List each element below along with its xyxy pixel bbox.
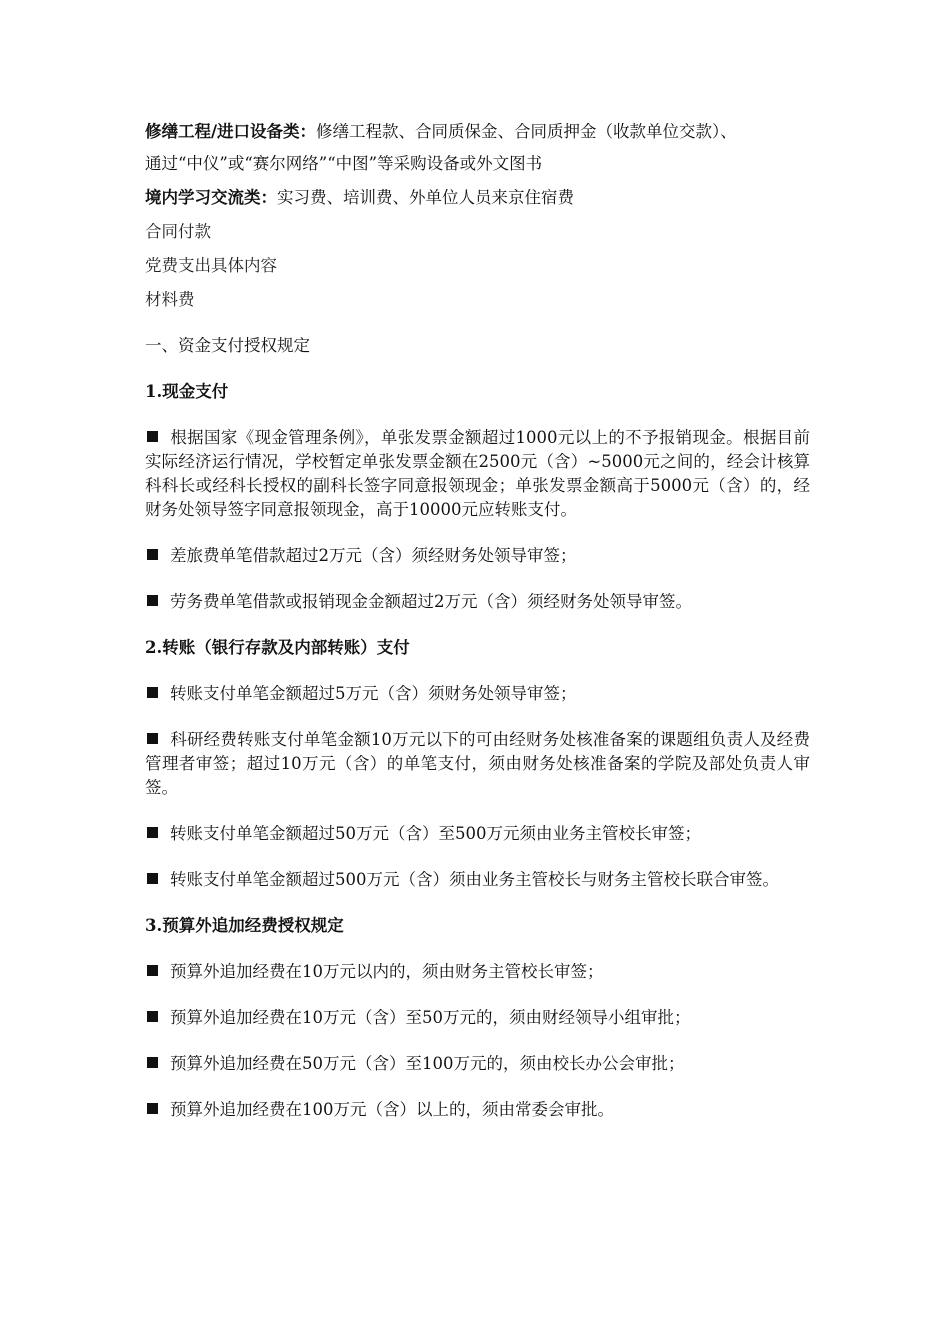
bullet-item: 差旅费单笔借款超过2万元（含）须经财务处领导审签； [145,544,810,568]
subsection-title-cash: 1.现金支付 [145,382,229,401]
category-label: 境内学习交流类： [145,188,277,207]
bullet-square-icon [147,1011,158,1022]
section-title: 一、资金支付授权规定 [145,336,310,355]
bullet-square-icon [147,965,158,976]
category-label: 修缮工程/进口设备类： [145,122,317,141]
category-text: 实习费、培训费、外单位人员来京住宿费 [277,188,574,207]
category-domestic-exchange [145,186,810,210]
bullet-square-icon [147,873,158,884]
bullet-item: 科研经费转账支付单笔金额10万元以下的可由经财务处核准备案的课题组负责人及经费管理者审签；超过10万元（含）的单笔支付，须由财务处核准备案的学院及部处负责人审签。 [145,730,810,797]
bullet-square-icon [147,431,158,442]
category-text: 修缮工程款、合同质保金、合同质押金（收款单位交款）、 [316,122,737,141]
bullet-item: 转账支付单笔金额超过5万元（含）须财务处领导审签； [145,682,810,706]
document-page [145,120,810,1144]
bullet-item: 劳务费单笔借款或报销现金金额超过2万元（含）须经财务处领导审签。 [145,590,810,614]
bullet-square-icon [147,733,158,744]
category-continuation: 通过“中仪”或“赛尔网络”“中图”等采购设备或外文图书 [145,154,543,173]
bullet-square-icon [147,1057,158,1068]
bullet-item: 转账支付单笔金额超过500万元（含）须由业务主管校长与财务主管校长联合审签。 [145,868,810,892]
bullet-square-icon [147,549,158,560]
subsection-title-budget: 3.预算外追加经费授权规定 [145,916,344,935]
plain-item-material-fee: 材料费 [145,290,195,309]
bullet-item: 预算外追加经费在10万元（含）至50万元的，须由财经领导小组审批； [145,1006,810,1030]
bullet-item: 预算外追加经费在50万元（含）至100万元的，须由校长办公会审批； [145,1052,810,1076]
bullet-square-icon [147,595,158,606]
subsection-title-transfer: 2.转账（银行存款及内部转账）支付 [145,638,410,657]
bullet-item: 预算外追加经费在10万元以内的，须由财务主管校长审签； [145,960,810,984]
bullet-square-icon [147,1103,158,1114]
plain-item-party-fee: 党费支出具体内容 [145,256,277,275]
bullet-item: 转账支付单笔金额超过50万元（含）至500万元须由业务主管校长审签； [145,822,810,846]
category-repair-import [145,120,810,176]
bullet-square-icon [147,827,158,838]
bullet-item: 根据国家《现金管理条例》，单张发票金额超过1000元以上的不予报销现金。根据目前实际经济运行情况，学校暂定单张发票金额在2500元（含）~5000元之间的，经会计核算科科长或经科长授权的副科长签字同意报领现金；单张发票金额高于5000元（含）的，经财务处领导签字同意报领现金，高于10000元应转账支付。 [145,428,810,519]
plain-item-contract-payment: 合同付款 [145,222,211,241]
bullet-item: 预算外追加经费在100万元（含）以上的，须由常委会审批。 [145,1098,810,1122]
bullet-square-icon [147,687,158,698]
